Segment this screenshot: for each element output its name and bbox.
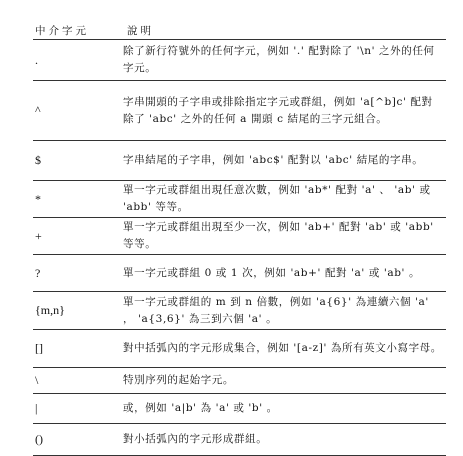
description: 字串開頭的子字串或排除指定字元或群組，例如 'a[^b]c' 配對除了 'abc' 之外的任何 a 開頭 c 結尾的三字元組合。 [123, 95, 433, 125]
metacharacter: + [35, 228, 42, 243]
metacharacter-table [33, 22, 446, 456]
table-row [33, 40, 446, 81]
table-row [33, 292, 446, 330]
metacharacter: ^ [35, 103, 41, 117]
metacharacter: \ [35, 373, 39, 387]
description: 除了新行符號外的任何字元，例如 '.' 配對除了 '\n' 之外的任何字元。 [123, 45, 435, 74]
table-row [33, 81, 446, 141]
description: 或，例如 'a|b' 為 'a' 或 'b' 。 [123, 402, 278, 414]
table-row [33, 255, 446, 292]
table-row [33, 424, 446, 456]
header-metacharacter: 中介字元 [35, 26, 89, 37]
table-row [33, 368, 446, 394]
description: 單一字元或群組出現任意次數，例如 'ab*' 配對 'a' 、 'ab' 或 'abb' 等等。 [123, 184, 431, 213]
table-row [33, 394, 446, 424]
metacharacter: [] [35, 341, 43, 355]
metacharacter: $ [35, 153, 41, 167]
table-header [33, 22, 446, 40]
table-row [33, 181, 446, 218]
table-row [33, 330, 446, 368]
metacharacter: {m,n} [35, 303, 65, 317]
description: 對中括弧內的字元形成集合，例如 '[a-z]' 為所有英文小寫字母。 [123, 342, 442, 354]
metacharacter: . [35, 52, 38, 67]
description: 特別序列的起始字元。 [123, 374, 234, 386]
description: 單一字元或群組出現至少一次，例如 'ab+' 配對 'ab' 或 'abb' 等等。 [123, 221, 434, 250]
description: 字串結尾的子字串，例如 'abc$' 配對以 'abc' 結尾的字串。 [123, 154, 424, 166]
description: 單一字元或群組的 m 到 n 倍數，例如 'a{6}' 為連續六個 'a' ， 'a{3,6}' 為三到六個 'a' 。 [123, 295, 429, 325]
header-description: 說明 [127, 25, 154, 37]
metacharacter: | [35, 401, 38, 415]
metacharacter: * [35, 191, 41, 206]
table-row [33, 218, 446, 255]
table-row [33, 141, 446, 181]
metacharacter: () [35, 432, 43, 446]
description: 單一字元或群組 0 或 1 次，例如 'ab+' 配對 'a' 或 'ab' 。 [123, 266, 421, 279]
metacharacter: ? [35, 265, 41, 280]
description: 對小括弧內的字元形成群組。 [123, 433, 268, 445]
